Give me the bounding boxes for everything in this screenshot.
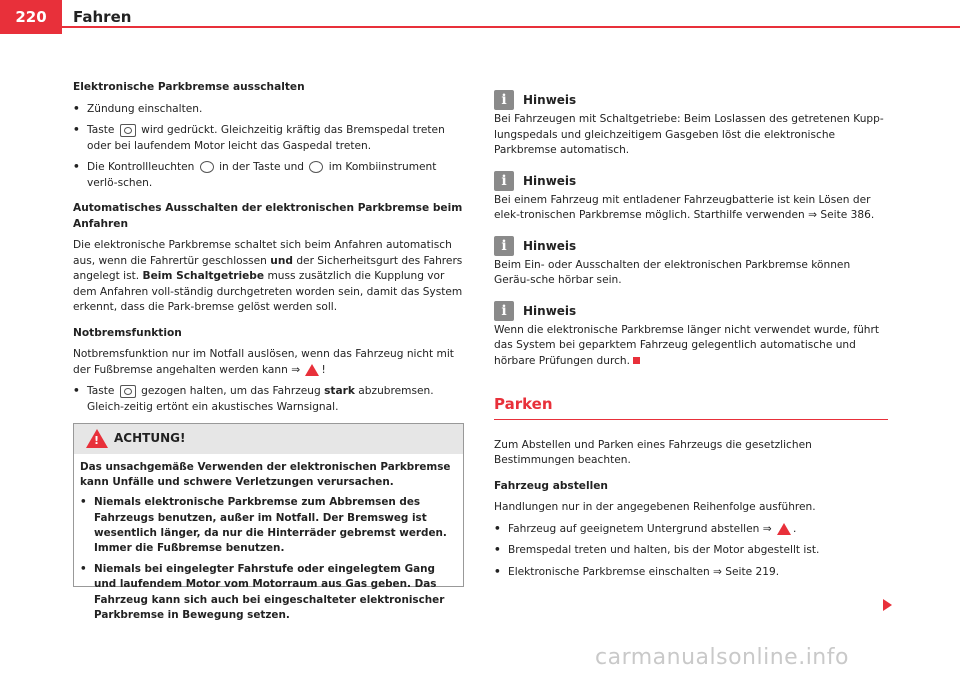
paragraph: Handlungen nur in der angegebenen Reihenfolge ausführen. (494, 501, 816, 513)
bullet-icon: • (73, 124, 80, 136)
section-rule (494, 419, 888, 420)
list-item: • Bremspedal treten und halten, bis der Motor abgestellt ist. (494, 543, 888, 559)
header-rule (62, 26, 960, 28)
parking-brake-key-icon (120, 385, 136, 398)
hint-box: i Hinweis Wenn die elektronische Parkbremse länger nicht verwendet wurde, führt das System bei geparktem Fahrzeug gelegentlich automatische und hörbare Prüfungen durch. (494, 302, 880, 367)
hint-box: i Hinweis Bei Fahrzeugen mit Schaltgetriebe: Beim Loslassen des getretenen Kupp-lungspedals und gleichzeitigem Gasgeben löst die elektronische Parkbremse automatisch. (494, 92, 884, 156)
hint-title: Hinweis (523, 303, 577, 318)
hint-title: Hinweis (523, 238, 577, 253)
info-icon: i (494, 301, 514, 321)
bullet-icon: • (494, 544, 501, 556)
list-item: • Zündung einschalten. (73, 102, 466, 118)
left-column (73, 80, 466, 443)
info-icon: i (494, 171, 514, 191)
paragraph: Notbremsfunktion nur im Notfall auslösen, wenn das Fahrzeug nicht mit der Fußbremse angehalten werden kann ⇒ ! (73, 348, 454, 376)
page-number: 220 (0, 0, 62, 34)
bullet-icon: • (73, 161, 80, 173)
hint-title: Hinweis (523, 93, 577, 107)
heading-notbremsfunktion: Notbremsfunktion (73, 326, 182, 339)
bullet-icon: • (73, 385, 80, 397)
parking-brake-key-icon (120, 124, 136, 137)
hint-box: i Hinweis Beim Ein- oder Ausschalten der elektronischen Parkbremse können Geräu-sche hörbar sein. (494, 237, 851, 286)
warning-triangle-icon[interactable] (777, 523, 791, 535)
watermark: carmanualsonline.info (595, 645, 849, 670)
page-title: Fahren (73, 8, 132, 26)
info-icon: i (494, 90, 514, 110)
warning-box (73, 423, 464, 621)
list-item: • Fahrzeug auf geeignetem Untergrund abstellen ⇒ . (494, 522, 888, 538)
heading-automatisches-ausschalten: Automatisches Ausschalten der elektronischen Parkbremse beim Anfahren (73, 202, 463, 230)
end-marker-icon (633, 357, 640, 364)
warning-triangle-icon[interactable] (305, 364, 319, 376)
heading-fahrzeug-abstellen: Fahrzeug abstellen (494, 479, 608, 492)
warning-triangle-icon: ! (86, 429, 108, 448)
bullet-icon: • (494, 522, 501, 535)
section-title-parken: Parken (494, 395, 553, 413)
next-page-arrow-icon[interactable] (883, 599, 892, 611)
brake-lamp-icon (200, 161, 214, 173)
warning-body: Das unsachgemäße Verwenden der elektronischen Parkbremse kann Unfälle und schwere Verletzungen verursachen. • Niemals elektronische Parkbremse zum Abbremsen des Fahrzeugs benutzen, außer im Notfall. Der Bremsweg ist wesentlich länger, da nur die Hinterräder gebremst werden. Immer die Fußbremse benutzen. • Niemals bei eingelegter Fahrstufe oder eingelegtem Gang und laufendem Motor vom Motorraum aus Gas geben. Das Fahrzeug kann sich auch bei eingeschalteter elektronischer Parkbremse in Bewegung setzen. (74, 454, 463, 623)
info-icon: i (494, 236, 514, 256)
page-header (0, 0, 960, 36)
warning-title: ACHTUNG! (114, 431, 186, 445)
right-column (494, 90, 888, 586)
list-item: • Taste wird gedrückt. Gleichzeitig kräftig das Bremspedal treten oder bei laufendem Motor leicht das Gaspedal treten. (73, 123, 466, 154)
hint-box: i Hinweis Bei einem Fahrzeug mit entladener Fahrzeugbatterie ist kein Lösen der elek-tronischen Parkbremse möglich. Starthilfe verwenden ⇒ Seite 386. (494, 172, 875, 221)
bullet-icon: • (80, 563, 87, 576)
brake-lamp-icon (309, 161, 323, 173)
heading-parkbremse-ausschalten: Elektronische Parkbremse ausschalten (73, 81, 305, 93)
list-item: • Die Kontrollleuchten in der Taste und im Kombiinstrument verlö-schen. (73, 160, 466, 191)
hint-title: Hinweis (523, 173, 577, 188)
paragraph: Die elektronische Parkbremse schaltet sich beim Anfahren automatisch aus, wenn die Fahrertür geschlossen und der Sicherheitsgurt des Fahrers angelegt ist. Beim Schaltgetriebe muss zusätzlich die Kupplung vor dem Anfahren voll-ständig durchgetreten worden sein, damit das System erkennt, dass die Park-bremse gelöst werden soll. (73, 239, 463, 313)
bullet-icon: • (80, 496, 87, 509)
bullet-icon: • (494, 565, 501, 578)
paragraph: Zum Abstellen und Parken eines Fahrzeugs die gesetzlichen Bestimmungen beachten. (494, 438, 812, 466)
list-item: • Niemals elektronische Parkbremse zum Abbremsen des Fahrzeugs benutzen, außer im Notfall. Der Bremsweg ist wesentlich länger, da nur die Hinterräder gebremst werden. Immer die Fußbremse benutzen. (80, 495, 457, 556)
list-item: • Elektronische Parkbremse einschalten ⇒ Seite 219. (494, 565, 888, 581)
list-item: • Niemals bei eingelegter Fahrstufe oder eingelegtem Gang und laufendem Motor vom Motorraum aus Gas geben. Das Fahrzeug kann sich auch bei eingeschalteter elektronischer Parkbremse in Bewegung setzen. (80, 562, 457, 623)
bullet-icon: • (73, 102, 80, 115)
warning-header (74, 424, 463, 454)
list-item: • Taste gezogen halten, um das Fahrzeug stark abzubremsen. Gleich-zeitig ertönt ein akustisches Warnsignal. (73, 384, 466, 415)
